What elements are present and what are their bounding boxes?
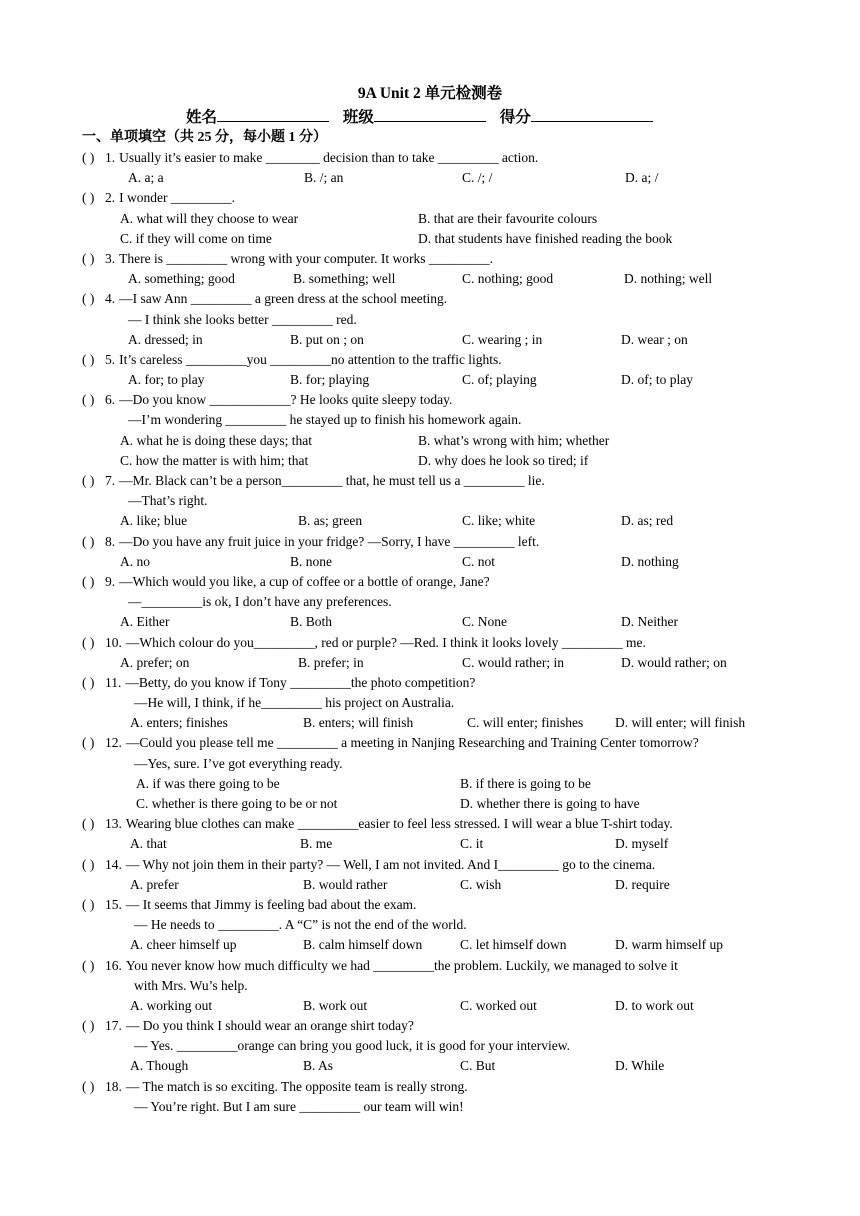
class-label: 班级 [342,109,374,126]
question-number: 13. [105,816,122,832]
option-c[interactable]: C. let himself down [460,937,567,953]
option-c[interactable]: C. wish [460,876,502,892]
question-text: I wonder _________. [119,190,235,206]
student-info-row [186,106,659,128]
option-b[interactable]: B. what’s wrong with him; whether [418,432,610,448]
question-line [82,1016,782,1036]
option-c[interactable]: C. would rather; in [462,654,564,670]
option-c[interactable]: C. /; / [462,170,493,186]
answer-bracket[interactable]: ( ) [82,190,95,206]
option-d[interactable]: D. nothing; well [624,271,713,287]
option-b[interactable]: B. that are their favourite colours [418,210,598,226]
option-a[interactable]: A. prefer [130,876,179,892]
question-text: — Why not join them in their party? — Well, I am not invited. And I_________ go to the cinema. [125,856,656,872]
question-number: 11. [105,674,122,690]
options-row [82,168,782,188]
question-text: —Yes, sure. I’ve got everything ready. [134,755,343,771]
question-line [82,754,782,774]
option-c[interactable]: C. if they will come on time [120,230,272,246]
page-title: 9A Unit 2 单元检测卷 [357,85,503,102]
question-line [82,592,782,612]
option-b[interactable]: B. me [300,836,333,852]
option-c[interactable]: C. whether is there going to be or not [136,796,338,811]
question-text: —I saw Ann _________ a green dress at the school meeting. [119,291,448,307]
question-text: — Do you think I should wear an orange shirt today? [125,1018,414,1034]
question-text: —Do you know ____________? He looks quite sleepy today. [119,392,453,408]
question-line [82,491,782,511]
question-number: 6. [105,392,116,408]
option-c[interactable]: C. how the matter is with him; that [120,452,309,468]
options-row [82,653,782,673]
question-line [82,1036,782,1056]
question-line [82,1077,782,1097]
question-line [82,673,782,693]
question-line [82,471,782,491]
option-d[interactable]: D. will enter; will finish [615,715,746,731]
question-text: —That’s right. [128,493,208,509]
options-row [82,935,782,955]
option-c[interactable]: C. it [460,836,484,852]
options-row [82,330,782,350]
option-a[interactable]: A. something; good [128,271,235,287]
answer-bracket[interactable]: ( ) [82,533,95,549]
options-row [82,875,782,895]
question-text: It’s careless _________you _________no attention to the traffic lights. [119,351,502,367]
answer-bracket[interactable]: ( ) [82,634,95,650]
answer-bracket[interactable]: ( ) [82,856,95,872]
score-label: 得分 [499,109,531,126]
option-a[interactable]: A. working out [130,997,213,1013]
question-line [82,1097,782,1117]
question-text: —Could you please tell me _________ a meeting in Nanjing Researching and Training Center tomorrow? [125,735,699,751]
option-b[interactable]: B. /; an [304,170,344,186]
question-line [82,814,782,834]
question-line [82,976,782,996]
option-d[interactable]: D. require [615,876,670,892]
question-text: — He needs to _________. A “C” is not the end of the world. [134,917,467,933]
question-text: —He will, I think, if he_________ his project on Australia. [134,695,455,711]
question-line [82,249,782,269]
question-text: Usually it’s easier to make ________ decision than to take _________ action. [119,150,539,165]
answer-bracket[interactable]: ( ) [82,351,95,367]
option-c[interactable]: C. But [460,1058,496,1074]
question-line [82,350,782,370]
option-d[interactable]: D. of; to play [621,372,693,388]
options-row [82,269,782,289]
question-number: 10. [105,634,122,650]
question-text: —Mr. Black can’t be a person_________ that, he must tell us a _________ lie. [119,473,545,488]
option-d[interactable]: D. a; / [625,170,659,186]
question-line [82,915,782,935]
option-a[interactable]: A. enters; finishes [130,715,228,731]
option-b[interactable]: B. work out [303,997,368,1013]
option-b[interactable]: B. prefer; in [298,654,364,670]
question-text: —Which colour do you_________, red or purple? —Red. I think it looks lovely _________ me. [125,634,646,650]
question-number: 12. [105,735,122,751]
option-c[interactable]: C. like; white [462,513,536,529]
question-text: — It seems that Jimmy is feeling bad about the exam. [125,896,417,912]
option-a[interactable]: A. a; a [128,170,164,186]
option-b[interactable]: B. would rather [303,876,388,892]
option-c[interactable]: C. of; playing [462,372,537,388]
question-text: with Mrs. Wu’s help. [134,977,248,993]
options-row [82,1056,782,1076]
option-a[interactable]: A. Though [130,1058,189,1074]
option-b[interactable]: B. something; well [293,271,396,287]
option-b[interactable]: B. calm himself down [303,937,423,953]
option-b[interactable]: B. none [290,553,332,569]
name-label: 姓名 [186,109,218,126]
answer-bracket[interactable]: ( ) [82,150,95,165]
option-a[interactable]: A. what he is doing these days; that [120,432,312,448]
option-d[interactable]: D. warm himself up [615,937,723,953]
question-text: You never know how much difficulty we had _________the problem. Luckily, we managed to solve it [125,957,678,973]
question-text: There is _________ wrong with your computer. It works _________. [119,250,493,266]
question-number: 2. [105,190,116,206]
class-blank[interactable] [374,106,486,122]
answer-bracket[interactable]: ( ) [82,896,95,912]
question-line [82,956,782,976]
answer-bracket[interactable]: ( ) [82,573,95,589]
question-line [82,693,782,713]
option-c[interactable]: C. None [462,614,507,630]
question-text: —Betty, do you know if Tony _________the photo competition? [125,674,476,690]
option-d[interactable]: D. as; red [621,513,674,529]
options-row [82,229,782,249]
options-row [82,774,782,794]
answer-bracket[interactable]: ( ) [82,473,95,488]
option-a[interactable]: A. Either [120,614,170,630]
option-b[interactable]: B. as; green [298,513,363,529]
name-blank[interactable] [217,106,329,122]
option-a[interactable]: A. what will they choose to wear [120,210,299,226]
options-row [82,511,782,531]
section-heading: 一、单项填空（共 25 分，每小题 1 分） [82,130,327,145]
answer-bracket[interactable]: ( ) [82,674,95,690]
option-a[interactable]: A. no [120,553,150,569]
answer-bracket[interactable]: ( ) [82,291,95,307]
question-text: —_________is ok, I don’t have any preferences. [128,594,392,610]
option-b[interactable]: B. Both [290,614,333,630]
option-b[interactable]: B. for; playing [290,372,370,388]
option-d[interactable]: D. Neither [621,614,678,630]
question-list [82,148,782,1117]
question-number: 1. [105,150,116,165]
question-number: 14. [105,856,122,872]
question-number: 15. [105,896,122,912]
option-d[interactable]: D. to work out [615,997,694,1013]
option-b[interactable]: B. enters; will finish [303,715,414,731]
question-number: 18. [105,1078,122,1094]
options-row [82,834,782,854]
option-d[interactable]: D. that students have finished reading the book [418,230,673,246]
options-row [82,370,782,390]
option-d[interactable]: D. myself [615,836,669,852]
options-row [82,552,782,572]
answer-bracket[interactable]: ( ) [82,392,95,408]
option-d[interactable]: D. would rather; on [621,654,727,670]
option-a[interactable]: A. for; to play [128,372,205,388]
question-text: —I’m wondering _________ he stayed up to finish his homework again. [128,412,522,428]
options-row [82,612,782,632]
score-blank[interactable] [531,106,653,122]
question-number: 16. [105,957,122,973]
options-row [82,794,782,814]
question-text: — You’re right. But I am sure _________ our team will win! [134,1098,464,1114]
question-number: 8. [105,533,116,549]
options-row [82,431,782,451]
question-line [82,289,782,309]
answer-bracket[interactable]: ( ) [82,1078,95,1094]
option-b[interactable]: B. put on ; on [290,331,364,347]
option-c[interactable]: C. will enter; finishes [467,715,584,731]
question-line [82,310,782,330]
options-row [82,996,782,1016]
option-d[interactable]: D. why does he look so tired; if [418,452,589,468]
question-number: 17. [105,1018,122,1034]
answer-bracket[interactable]: ( ) [82,816,95,832]
option-a[interactable]: A. dressed; in [128,331,203,347]
option-c[interactable]: C. not [462,553,496,569]
options-row [82,209,782,229]
question-text: — The match is so exciting. The opposite team is really strong. [125,1078,468,1094]
answer-bracket[interactable]: ( ) [82,957,95,973]
answer-bracket[interactable]: ( ) [82,1018,95,1034]
option-a[interactable]: A. if was there going to be [136,775,280,791]
question-number: 3. [105,250,116,266]
option-a[interactable]: A. that [130,836,167,852]
option-b[interactable]: B. if there is going to be [460,775,591,791]
question-line [82,188,782,208]
option-a[interactable]: A. prefer; on [120,654,190,670]
options-row [82,713,782,733]
option-d[interactable]: D. wear ; on [621,331,688,347]
question-number: 9. [105,573,116,589]
option-a[interactable]: A. like; blue [120,513,188,529]
question-text: — I think she looks better _________ red. [128,311,357,327]
question-line [82,633,782,653]
question-text: —Which would you like, a cup of coffee or a bottle of orange, Jane? [119,573,490,589]
options-row [82,451,782,471]
answer-bracket[interactable]: ( ) [82,735,95,751]
option-c[interactable]: C. nothing; good [462,271,554,287]
question-line [82,410,782,430]
option-d[interactable]: D. While [615,1058,665,1074]
question-number: 5. [105,351,116,367]
question-line [82,390,782,410]
option-a[interactable]: A. cheer himself up [130,937,237,953]
question-line [82,855,782,875]
option-d[interactable]: D. whether there is going to have [460,796,640,811]
option-c[interactable]: C. wearing ; in [462,331,543,347]
question-number: 7. [105,473,116,488]
answer-bracket[interactable]: ( ) [82,250,95,266]
option-c[interactable]: C. worked out [460,997,537,1013]
question-line [82,148,782,168]
question-text: —Do you have any fruit juice in your fridge? —Sorry, I have _________ left. [119,533,540,549]
question-line [82,532,782,552]
question-number: 4. [105,291,116,307]
question-text: Wearing blue clothes can make _________easier to feel less stressed. I will wear a blue T-shirt today. [125,816,673,832]
question-text: — Yes. _________orange can bring you good luck, it is good for your interview. [134,1038,570,1054]
question-line [82,895,782,915]
question-line [82,733,782,753]
question-line [82,572,782,592]
option-b[interactable]: B. As [303,1058,334,1074]
option-d[interactable]: D. nothing [621,553,679,569]
